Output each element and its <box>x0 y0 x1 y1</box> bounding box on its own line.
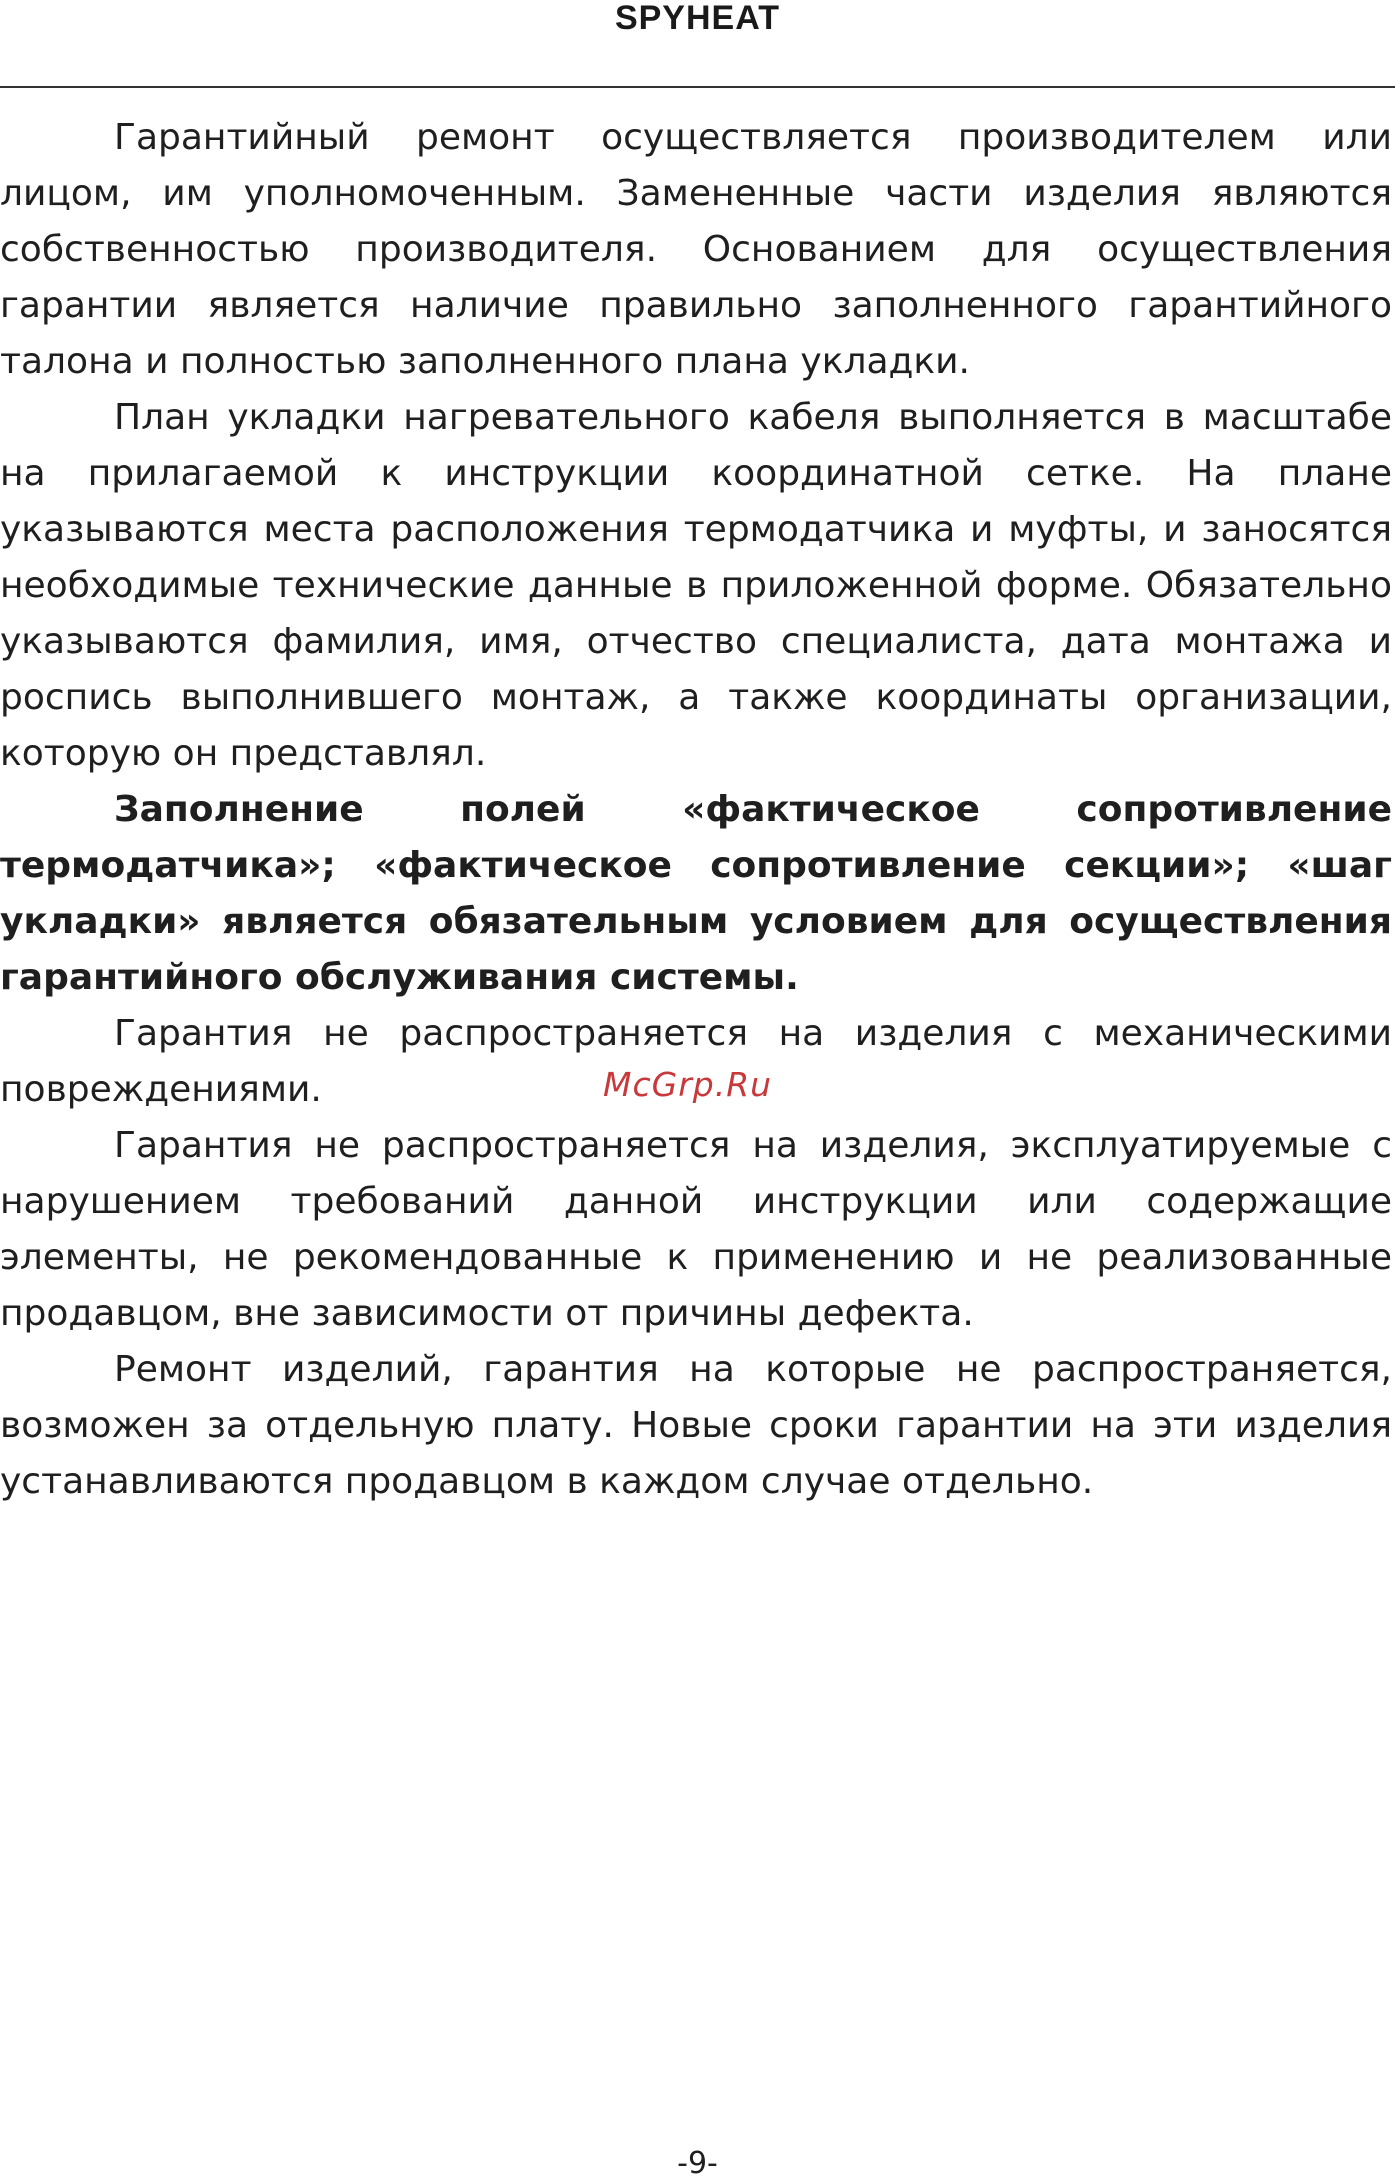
paragraph-layout-plan: План укладки нагревательного кабеля выполняется в масштабе на прилагаемой к инструкции координатной сетке. На плане указываются места расположения термодатчика и муфты, и заносятся необходимые технические данные в приложенной форме. Обязательно указываются фамилия, имя, отчество специалиста, дата монтажа и роспись выполнившего монтаж, а также координаты организации, которую он представлял. <box>0 397 1392 774</box>
paragraph-paid-repair: Ремонт изделий, гарантия на которые не распространяется, возможен за отдельную плату. Новые сроки гарантии на эти изделия устанавливаются продавцом в каждом случае отдельно. <box>0 1349 1392 1502</box>
paragraph-mechanical-damage: Гарантия не распространяется на изделия с механическими повреждениями. <box>0 1013 1392 1110</box>
document-body <box>0 110 1392 1510</box>
header-divider <box>0 86 1395 88</box>
document-header <box>0 0 1395 38</box>
paragraph-improper-use: Гарантия не распространяется на изделия, эксплуатируемые с нарушением требований данной инструкции или содержащие элементы, не рекомендованные к применению и не реализованные продавцом, вне зависимости от причины дефекта. <box>0 1125 1392 1334</box>
page-number: -9- <box>677 2146 718 2181</box>
paragraph-warranty-repair: Гарантийный ремонт осуществляется производителем или лицом, им уполномоченным. Замененные части изделия являются собственностью производителя. Основанием для осуществления гарантии является наличие правильно заполненного гарантийного талона и полностью заполненного плана укладки. <box>0 117 1392 382</box>
brand-title: SPYHEAT <box>614 0 781 37</box>
paragraph-mandatory-fields: Заполнение полей «фактическое сопротивление термодатчика»; «фактическое сопротивление секции»; «шаг укладки» является обязательным условием для осуществления гарантийного обслуживания системы. <box>0 789 1392 998</box>
watermark-text: McGrp.Ru <box>603 1065 773 1104</box>
